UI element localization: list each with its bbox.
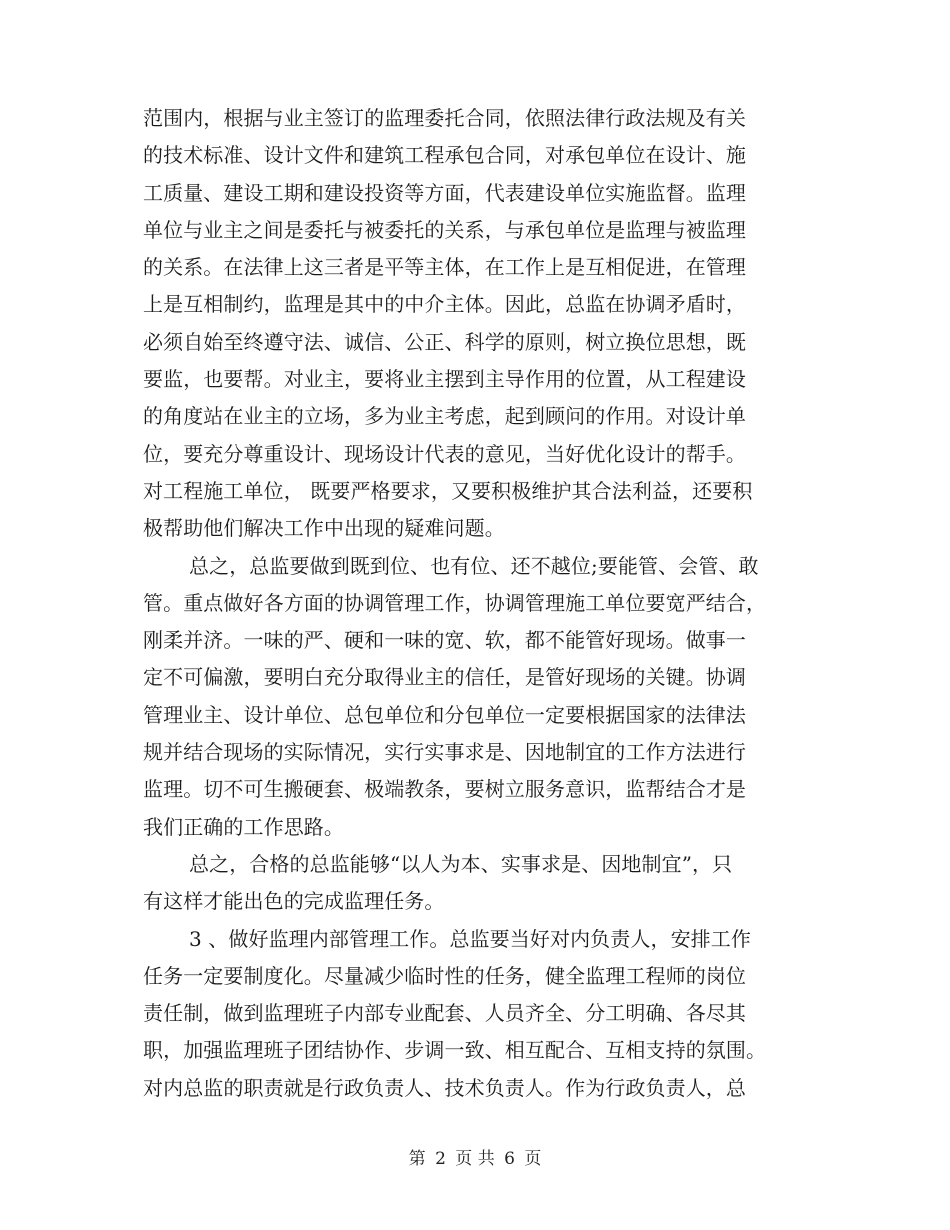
footer-prefix: 第 — [408, 1149, 426, 1169]
footer-suffix: 页 — [524, 1149, 542, 1169]
text-line: 单位与业主之间是委托与被委托的关系，与承包单位是监理与被监理 — [143, 217, 746, 242]
text-line: 的关系。在法律上这三者是平等主体，在工作上是互相促进，在管理 — [143, 255, 746, 280]
document-body — [143, 100, 809, 1107]
text-line: 有这样才能出色的完成监理任务。 — [143, 889, 445, 914]
text-line: 规并结合现场的实际情况，实行实事求是、因地制宜的工作方法进行 — [143, 740, 746, 765]
text-line: 职，加强监理班子团结协作、步调一致、相互配合、互相支持的氛围。 — [143, 1038, 767, 1063]
text-line: 总之，总监要做到既到位、也有位、还不越位;要能管、会管、敢 — [189, 553, 759, 578]
text-line: 总之，合格的总监能够“以人为本、实事求是、因地制宜”，只 — [189, 851, 733, 876]
footer-middle: 页 共 — [455, 1149, 495, 1169]
text-line: 要监，也要帮。对业主，要将业主摆到主导作用的位置，从工程建设 — [143, 367, 746, 392]
footer-total-pages: 6 — [504, 1149, 515, 1169]
text-line: 上是互相制约，监理是其中的中介主体。因此，总监在协调矛盾时， — [143, 292, 746, 317]
text-line: 定不可偏激，要明白充分取得业主的信任，是管好现场的关键。协调 — [143, 665, 746, 690]
page-footer — [0, 1147, 950, 1171]
text-line: 3 、做好监理内部管理工作。总监要当好对内负责人，安排工作 — [189, 926, 751, 951]
paragraph-3 — [143, 846, 809, 921]
paragraph-2 — [143, 548, 809, 846]
paragraph-4 — [143, 921, 809, 1107]
text-line: 刚柔并济。一味的严、硬和一味的宽、软，都不能管好现场。做事一 — [143, 628, 746, 653]
text-line: 我们正确的工作思路。 — [143, 814, 344, 839]
text-line: 对工程施工单位， 既要严格要求，又要积极维护其合法利益，还要积 — [143, 478, 753, 503]
text-line: 必须自始至终遵守法、诚信、公正、科学的原则，树立换位思想，既 — [143, 329, 746, 354]
text-line: 责任制，做到监理班子内部专业配套、人员齐全、分工明确、各尽其 — [143, 1001, 746, 1026]
footer-current-page: 2 — [435, 1149, 446, 1169]
text-line: 管。重点做好各方面的协调管理工作，协调管理施工单位要宽严结合， — [143, 590, 767, 615]
text-line: 工质量、建设工期和建设投资等方面，代表建设单位实施监督。监理 — [143, 180, 746, 205]
text-line: 监理。切不可生搬硬套、极端教条，要树立服务意识，监帮结合才是 — [143, 777, 746, 802]
text-line: 管理业主、设计单位、总包单位和分包单位一定要根据国家的法律法 — [143, 702, 746, 727]
text-line: 极帮助他们解决工作中出现的疑难问题。 — [143, 516, 505, 541]
text-line: 对内总监的职责就是行政负责人、技术负责人。作为行政负责人，总 — [143, 1075, 746, 1100]
text-line: 任务一定要制度化。尽量减少临时性的任务，健全监理工程师的岗位 — [143, 963, 746, 988]
text-line: 的技术标准、设计文件和建筑工程承包合同，对承包单位在设计、施 — [143, 143, 746, 168]
paragraph-1 — [143, 100, 809, 548]
text-line: 范围内，根据与业主签订的监理委托合同，依照法律行政法规及有关 — [143, 106, 746, 130]
text-line: 的角度站在业主的立场，多为业主考虑，起到顾问的作用。对设计单 — [143, 404, 746, 429]
text-line: 位，要充分尊重设计、现场设计代表的意见，当好优化设计的帮手。 — [143, 441, 746, 466]
